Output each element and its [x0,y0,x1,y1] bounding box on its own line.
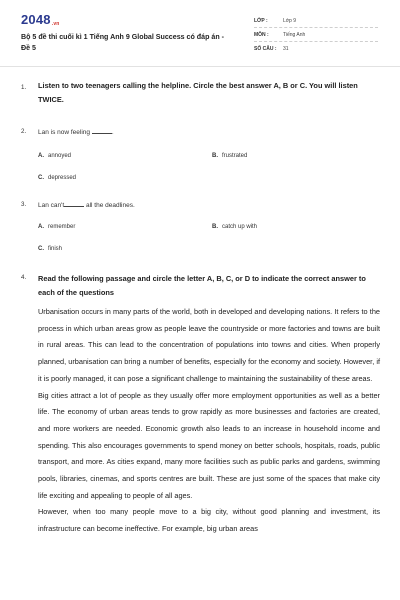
option-letter: A. [38,224,44,230]
option-letter: C. [38,246,44,252]
answer-blank[interactable] [92,128,112,134]
option-text: frustrated [222,153,248,159]
header-divider [0,66,400,67]
passage-paragraph: However, when too many people move to a big city, without good planning and investment, its infrastructure can become ineffective. For example, big urban areas [38,507,380,534]
meta-divider [254,41,378,42]
question-4-instruction: Read the following passage and circle the letter A, B, C, or D to indicate the correct answer to each of the questions [38,274,366,297]
question-number: 3. [21,201,27,208]
subject-value: Tiếng Anh [283,32,306,38]
class-value: Lớp 9 [283,18,297,24]
logo-suffix: .vn [51,21,60,27]
option-text: remember [48,224,76,230]
option-text: depressed [48,175,77,181]
site-logo[interactable] [21,12,60,27]
logo-main: 2048 [21,12,51,27]
document-title: Bộ 5 đề thi cuối kì 1 Tiếng Anh 9 Global Success có đáp án - Đề 5 [21,33,225,52]
document-header [0,0,400,66]
option-text: finish [48,246,63,252]
question-2-text [38,128,114,136]
class-label: LỚP : [254,18,268,24]
question-number: 4. [21,274,27,281]
question-3-text-after: all the deadlines. [84,202,135,209]
option-c[interactable] [38,175,76,181]
option-letter: A. [38,153,44,159]
passage-paragraph: Urbanisation occurs in many parts of the world, both in developed and developing nations. It refers to the process in which urban areas grow as people leave the countryside or more factories and towns are built in rural areas. This can lead to the concentration of populations into towns and cities. When properly planned, urbanisation can bring a number of benefits, especially for the economy and society. However, if it is poorly managed, it can pose a significant challenge to maintaining the sustainability of these areas. [38,307,380,383]
answer-blank[interactable] [64,201,84,207]
question-3-text [38,201,135,209]
option-text: catch up with [222,224,258,230]
meta-divider [254,27,378,28]
option-b[interactable] [212,224,257,230]
question-2-text-before: Lan is now feeling [38,129,91,136]
question-count-label: SỐ CÂU : [254,46,277,52]
reading-passage [38,304,380,538]
question-3-text-before: Lan can't [38,202,65,209]
question-2-text-after: . [111,129,114,136]
option-letter: B. [212,153,218,159]
option-letter: C. [38,175,44,181]
question-count-value: 31 [283,46,289,52]
question-number: 2. [21,128,27,135]
option-a[interactable] [38,224,75,230]
option-a[interactable] [38,153,71,159]
option-b[interactable] [212,153,247,159]
subject-label: MÔN : [254,32,269,38]
passage-paragraph: Big cities attract a lot of people as they usually offer more employment opportunities as well as a better life. The economy of urban areas tends to grow rapidly as more businesses and factories are created, and more workers are needed. Economic growth also leads to an increase in household income and spending. This also encourages governments to spend money on better schools, hospitals, roads, public transport, and more. As cities expand, many more facilities such as public parks and gardens, swimming pools, libraries, cinemas, and sports centres are built. These are just some of the spaces that make city life exciting and appealing to people of all ages. [38,390,380,500]
question-number: 1. [21,84,27,91]
option-text: annoyed [48,153,72,159]
option-letter: B. [212,224,218,230]
question-1-instruction: Listen to two teenagers calling the helpline. Circle the best answer A, B or C. You will listen TWICE. [38,81,358,104]
option-c[interactable] [38,246,62,252]
